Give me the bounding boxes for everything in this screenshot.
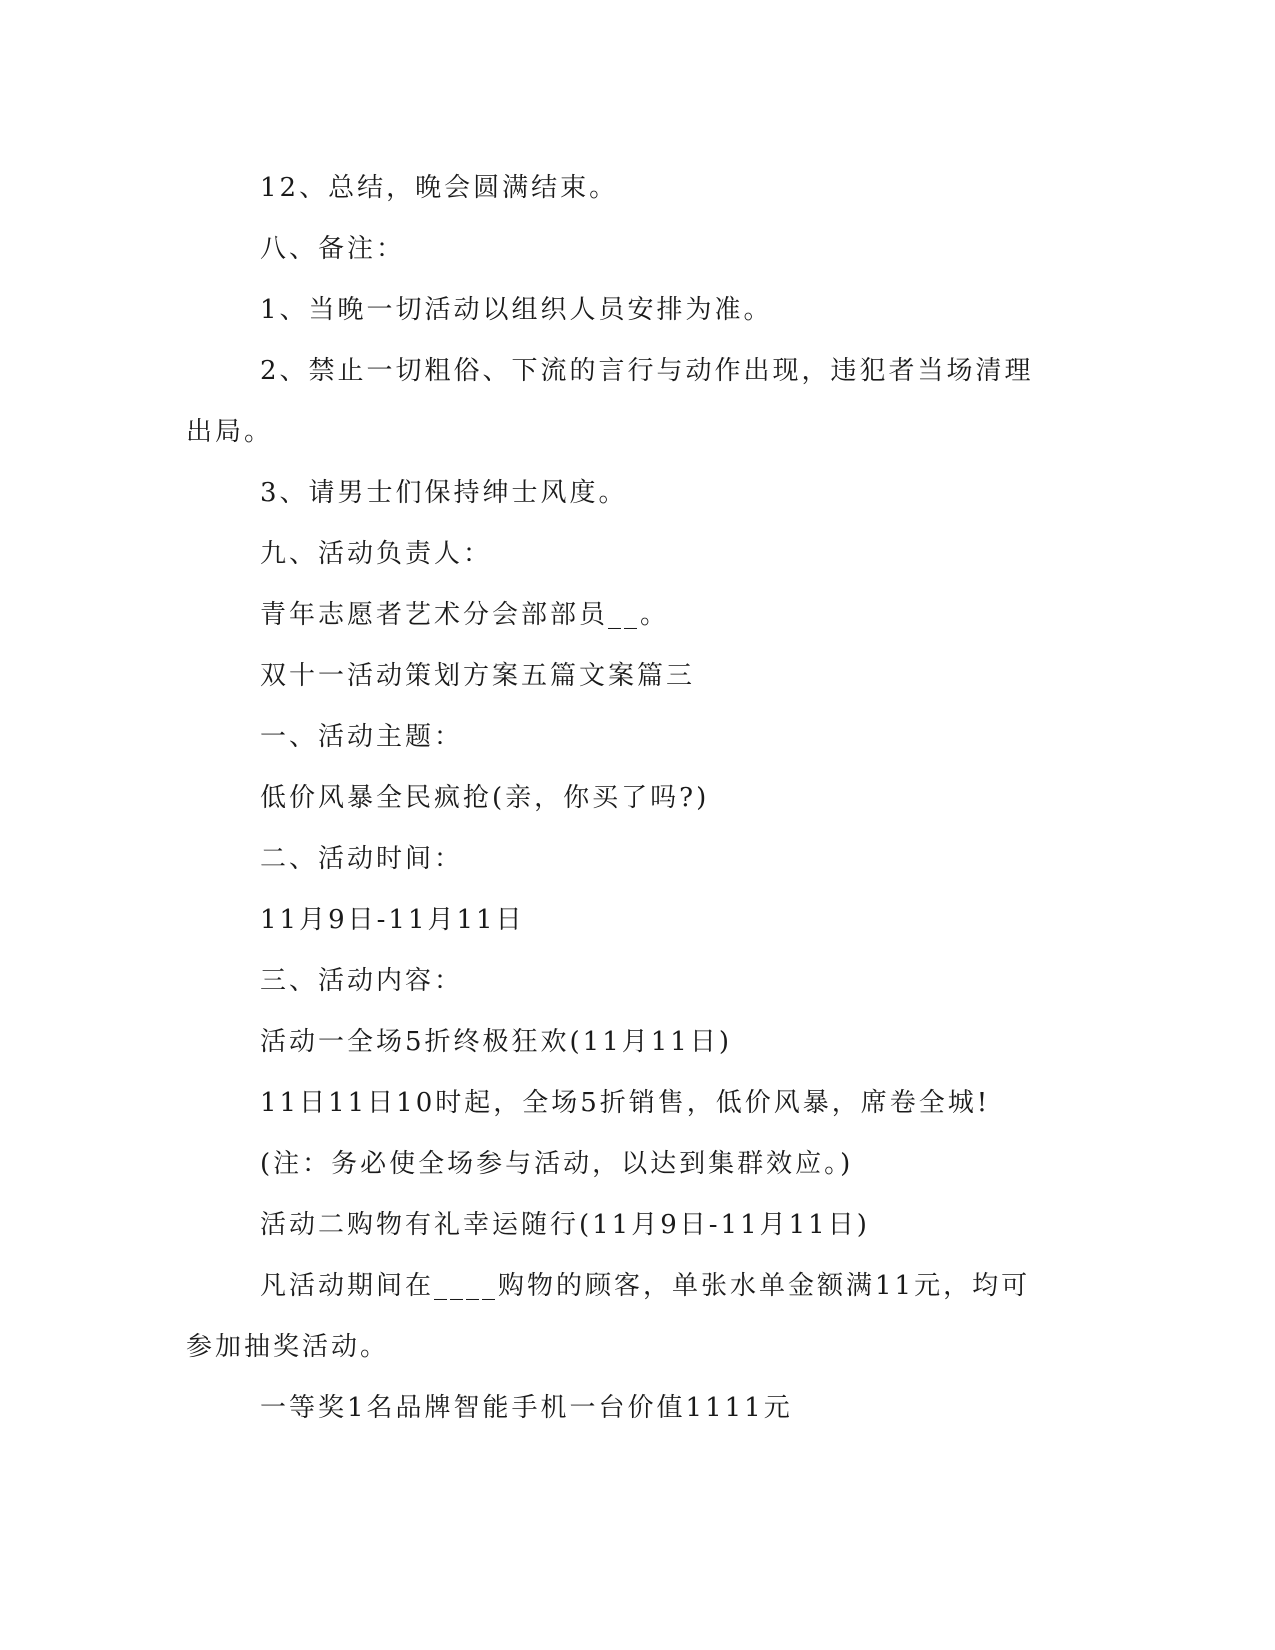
section-heading: 一、活动主题：: [260, 722, 464, 752]
section-heading: 八、备注：: [260, 234, 406, 264]
paragraph: 11日11日10时起，全场5折销售，低价风暴，席卷全城!: [260, 1088, 991, 1118]
paragraph: 12、总结，晚会圆满结束。: [260, 173, 619, 203]
section-heading: 三、活动内容：: [260, 966, 464, 996]
section-heading: 二、活动时间：: [260, 844, 464, 874]
document-body: [186, 158, 1056, 1439]
paragraph: 一等奖1名品牌智能手机一台价值1111元: [260, 1393, 793, 1423]
paragraph: 低价风暴全民疯抢(亲，你买了吗?): [260, 783, 710, 813]
document-title: 双十一活动策划方案五篇文案篇三: [260, 661, 696, 691]
paragraph: 活动一全场5折终极狂欢(11月11日): [260, 1027, 732, 1057]
section-heading: 九、活动负责人：: [260, 539, 493, 569]
paragraph: 1、当晚一切活动以组织人员安排为准。: [260, 295, 773, 325]
paragraph: 2、禁止一切粗俗、下流的言行与动作出现，违犯者当场清理出局。: [186, 356, 1034, 447]
paragraph: 活动二购物有礼幸运随行(11月9日-11月11日): [260, 1210, 870, 1240]
paragraph: (注：务必使全场参与活动，以达到集群效应。): [260, 1149, 854, 1179]
paragraph: 3、请男士们保持绅士风度。: [260, 478, 628, 508]
paragraph: 青年志愿者艺术分会部部员__。: [260, 600, 670, 630]
paragraph: 11月9日-11月11日: [260, 905, 525, 935]
paragraph: 凡活动期间在____购物的顾客，单张水单金额满11元，均可参加抽奖活动。: [186, 1271, 1031, 1362]
